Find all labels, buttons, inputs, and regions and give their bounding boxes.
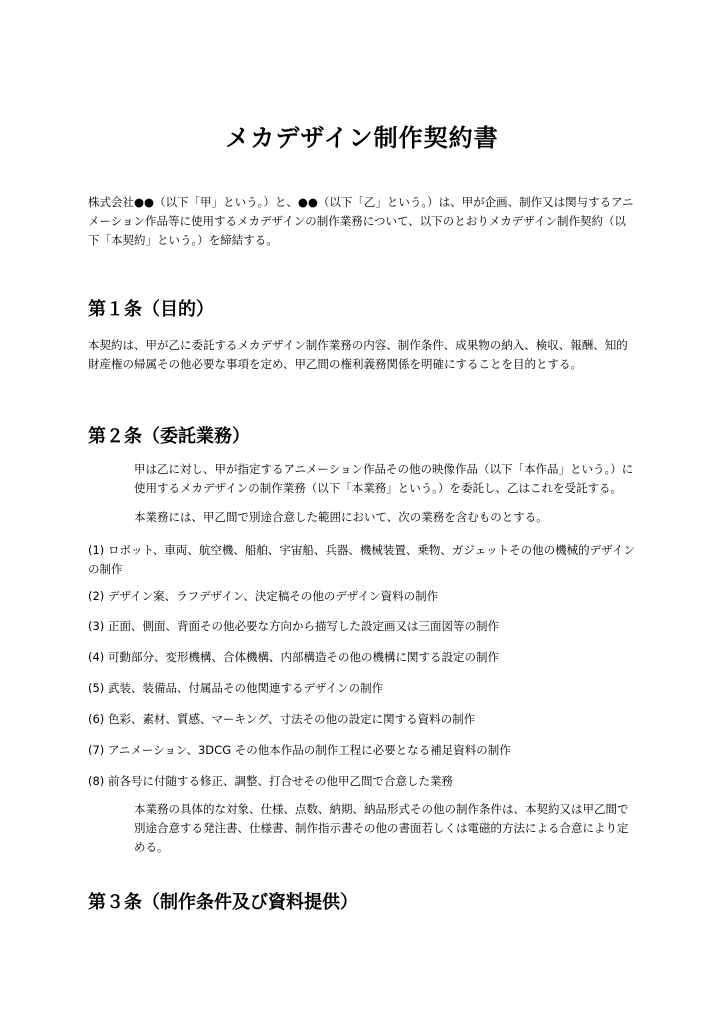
article-2-paragraph-1: 甲は乙に対し、甲が指定するアニメーション作品その他の映像作品（以下「本作品」という。）に使用するメカデザインの制作業務（以下「本業務」という。）を委託し、乙はこれを受託する。 — [134, 462, 634, 495]
list-item-5: (5) 武装、装備品、付属品その他関連するデザインの制作 — [88, 681, 384, 695]
list-item-4: (4) 可動部分、変形機構、合体機構、内部構造その他の機構に関する設定の制作 — [88, 650, 499, 664]
article-2-heading: 第２条（委託業務） — [88, 426, 250, 447]
list-item-8: (8) 前各号に付随する修正、調整、打合せその他甲乙間で合意した業務 — [88, 774, 453, 788]
article-1-heading: 第１条（目的） — [88, 299, 214, 320]
article-2-paragraph-2: 本業務には、甲乙間で別途合意した範囲において、次の業務を含むものとする。 — [134, 510, 548, 524]
list-item-2: (2) デザイン案、ラフデザイン、決定稿その他のデザイン資料の制作 — [88, 589, 439, 603]
list-item-6: (6) 色彩、素材、質感、マーキング、寸法その他の設定に関する資料の制作 — [88, 712, 476, 726]
article-3-heading: 第３条（制作条件及び資料提供） — [88, 892, 358, 913]
document-title: メカデザイン制作契約書 — [225, 124, 499, 152]
list-item-7: (7) アニメーション、3DCG その他本作品の制作工程に必要となる補足資料の制作 — [88, 743, 511, 757]
preamble-paragraph: 株式会社●●（以下「甲」という。）と、●●（以下「乙」という。）は、甲が企画、制作又は関与するアニメーション作品等に使用するメカデザインの制作業務について、以下のとおりメカデザイン制作契約（以下「本契約」という。）を締結する。 — [88, 195, 634, 247]
article-1-body: 本契約は、甲が乙に委託するメカデザイン制作業務の内容、制作条件、成果物の納入、検収、報酬、知的財産権の帰属その他必要な事項を定め、甲乙間の権利義務関係を明確にすることを目的とする。 — [88, 338, 628, 371]
article-2-paragraph-3: 本業務の具体的な対象、仕様、点数、納期、納品形式その他の制作条件は、本契約又は甲乙間で別途合意する発注書、仕様書、制作指示書その他の書面若しくは電磁的方法による合意により定める。 — [134, 802, 629, 854]
list-item-3: (3) 正面、側面、背面その他必要な方向から描写した設定画又は三面図等の制作 — [88, 619, 499, 633]
list-item-1: (1) ロボット、車両、航空機、船舶、宇宙船、兵器、機械装置、乗物、ガジェットその他の機械的デザインの制作 — [88, 543, 635, 576]
